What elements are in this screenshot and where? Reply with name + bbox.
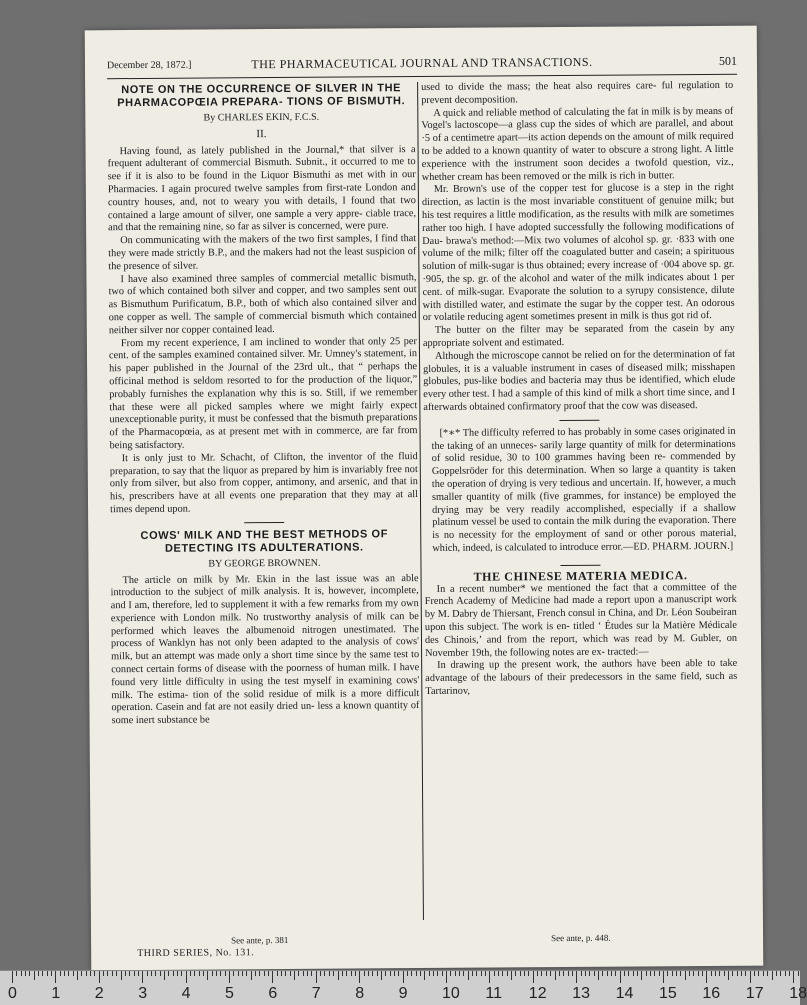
ruler-tick (64, 971, 65, 976)
ruler-tick (173, 971, 174, 976)
ruler-tick (411, 971, 412, 976)
ruler-tick (394, 971, 395, 976)
ruler-tick (637, 971, 638, 976)
ruler-tick (589, 971, 590, 976)
ruler-tick (576, 971, 577, 983)
ruler-tick (698, 971, 699, 976)
ruler-tick (641, 971, 642, 980)
ruler-tick (259, 971, 260, 976)
article-byline-brownen: BY GEORGE BROWNEN. (208, 557, 321, 570)
ruler-tick (398, 971, 399, 976)
ruler-number: 6 (268, 985, 278, 1002)
ruler-tick (268, 971, 269, 976)
article-part-number: II. (256, 127, 267, 140)
ruler-tick (763, 971, 764, 976)
ruler-tick (303, 971, 304, 976)
ruler-tick (147, 971, 148, 976)
ruler-number: 15 (659, 985, 677, 1002)
ruler-tick (281, 971, 282, 976)
ruler-tick (628, 971, 629, 976)
ruler-tick (546, 971, 547, 976)
ruler-tick (194, 971, 195, 976)
ruler-tick (238, 971, 239, 976)
ruler-tick (416, 971, 417, 976)
ruler-tick (338, 971, 339, 980)
article-title-chinese: THE CHINESE MATERIA MEDICA. (473, 567, 688, 584)
ruler-number: 16 (702, 985, 721, 1002)
ruler-number: 18 (789, 985, 807, 1002)
ruler-tick (134, 971, 135, 976)
editor-note (432, 426, 737, 556)
section-rule (559, 419, 599, 420)
ruler-tick (311, 971, 312, 976)
ruler-tick (572, 971, 573, 976)
ruler-tick (563, 971, 564, 976)
ruler-tick (667, 971, 668, 976)
ruler-tick (346, 971, 347, 976)
ruler-tick (186, 971, 187, 983)
ruler-tick (706, 971, 707, 983)
ruler-tick (385, 971, 386, 976)
ruler-tick (550, 971, 551, 976)
ruler-tick (351, 971, 352, 976)
ruler-tick (528, 971, 529, 976)
ruler-tick (16, 971, 17, 976)
ruler-number: 3 (138, 985, 148, 1002)
paragraph: used to divide the mass; the heat also requires care- ful regulation to prevent decomposition. (421, 79, 734, 106)
ruler-tick (420, 971, 421, 976)
ruler-tick (650, 971, 651, 976)
left-column (107, 82, 419, 728)
journal-page (85, 26, 764, 971)
ruler-tick (633, 971, 634, 976)
ruler-tick (776, 971, 777, 976)
ruler-tick (407, 971, 408, 976)
ruler-tick (342, 971, 343, 976)
ruler-tick (77, 971, 78, 980)
ruler-tick (307, 971, 308, 976)
ruler-tick (615, 971, 616, 976)
ruler-tick (34, 971, 35, 980)
ruler-tick (68, 971, 69, 976)
ruler-tick (502, 971, 503, 976)
ruler-tick (333, 971, 334, 976)
ruler-tick (121, 971, 122, 980)
ruler-tick (290, 971, 291, 976)
footnote-left: See ante, p. 381 (231, 934, 289, 946)
paragraph: I have also examined three samples of commercial metallic bismuth, two of which contained both silver and copper, and two samples sent out as Bismuthum Purificatum, B.P., both of which also contained silver and one copper as well. The sample of commercial bismuth which contained neither silver nor copper contained lead. (108, 271, 417, 336)
ruler-tick (255, 971, 256, 976)
ruler-tick (381, 971, 382, 980)
paragraph: In a recent number* we mentioned the fact that a committee of the French Academy of Medicine had made a report upon a manuscript work by M. Dabry de Thiersant, French consul in China, and Dr. Léon Soubeiran upon this subject. The work is en- titled ‘ Études sur la Matière Médicale des Chinois,’ and from the report, which was read by M. Gubler, on November 19th, the following notes are ex- tracted:— (424, 581, 738, 659)
paragraph: It is only just to Mr. Schacht, of Clifton, the inventor of the fluid preparation, to say that the liquor as prepared by him is invariably free not only from silver, but also from copper, antimony, and arsenic, and that in his, prescribers have at all events one preparation that they may at all times depend upon. (109, 450, 419, 516)
series-number: THIRD SERIES, No. 131. (137, 947, 255, 960)
ruler-tick (689, 971, 690, 976)
ruler-tick (168, 971, 169, 976)
ruler-tick (433, 971, 434, 976)
ruler-tick (754, 971, 755, 976)
ruler-tick (324, 971, 325, 976)
ruler-tick (468, 971, 469, 980)
ruler-tick (772, 971, 773, 980)
paragraph: In drawing up the present work, the authors have been able to take advantage of the labours of their predecessors in the same field, such as Tartarinov, (425, 658, 738, 698)
ruler-number: 8 (355, 985, 365, 1002)
ruler-tick (680, 971, 681, 976)
ruler-tick (99, 971, 100, 983)
ruler-tick (472, 971, 473, 976)
ruler-tick (94, 971, 95, 976)
ruler-tick (129, 971, 130, 976)
ruler-tick (355, 971, 356, 976)
ruler-tick (446, 971, 447, 983)
ruler-tick (429, 971, 430, 976)
paragraph: Although the microscope cannot be relied on for the determination of fat globules, it is a valuable instrument in cases of diseased milk; misshapen globules, pus-like bodies and bacteria may thus be identified, which elude every other test. I had a sample of this kind of milk a short time since, and I afterwards obtained confirmatory proof that the cow was diseased. (423, 348, 736, 413)
footnote-right: See ante, p. 448. (551, 932, 611, 944)
ruler-tick (663, 971, 664, 983)
measuring-ruler (0, 970, 807, 1005)
ruler-tick (207, 971, 208, 980)
ruler-tick (264, 971, 265, 976)
ruler-tick (611, 971, 612, 976)
ruler-tick (298, 971, 299, 976)
ruler-tick (793, 971, 794, 983)
ruler-tick (437, 971, 438, 976)
ruler-tick (489, 971, 490, 983)
ruler-tick (377, 971, 378, 976)
ruler-tick (732, 971, 733, 976)
ruler-tick (81, 971, 82, 976)
ruler-number: 11 (485, 985, 502, 1002)
ruler-tick (737, 971, 738, 976)
ruler-tick (654, 971, 655, 976)
ruler-tick (607, 971, 608, 976)
ruler-number: 0 (8, 985, 17, 1002)
ruler-tick (767, 971, 768, 976)
ruler-number: 7 (311, 985, 321, 1002)
ruler-tick (728, 971, 729, 980)
ruler-tick (693, 971, 694, 976)
ruler-tick (316, 971, 317, 983)
ruler-tick (155, 971, 156, 976)
ruler-tick (390, 971, 391, 976)
ruler-tick (116, 971, 117, 976)
ruler-tick (225, 971, 226, 976)
paragraph: On communicating with the makers of the two first samples, I find that they were made strictly B.P., and the makers had not the least suspicion of the presence of silver. (108, 233, 417, 272)
paragraph: A quick and reliable method of calculating the fat in milk is by means of Vogel's lactoscope—a glass cup the sides of which are parallel, and about ·5 of a centimetre apart—its action depends on the amount of milk required to be added to a known quantity of water to obscure a strong light. A little experience with the instrument soon decides a twofold question, viz., whether cream has been removed or the milk is rich in butter. (421, 105, 734, 183)
header-title: THE PHARMACEUTICAL JOURNAL AND TRANSACTIONS. (251, 54, 593, 72)
ruler-tick (90, 971, 91, 976)
ruler-tick (55, 971, 56, 983)
ruler-tick (181, 971, 182, 976)
ruler-tick (242, 971, 243, 976)
ruler-tick (602, 971, 603, 976)
ruler-tick (507, 971, 508, 976)
ruler-tick (789, 971, 790, 976)
ruler-tick (277, 971, 278, 976)
ruler-tick (359, 971, 360, 983)
ruler-tick (233, 971, 234, 976)
ruler-tick (724, 971, 725, 976)
ruler-tick (750, 971, 751, 983)
section-rule (244, 522, 284, 523)
ruler-tick (294, 971, 295, 980)
ruler-tick (702, 971, 703, 976)
ruler-tick (103, 971, 104, 976)
article-title-silver: NOTE ON THE OCCURRENCE OF SILVER IN THE PHARMACOPŒIA PREPARA- TIONS OF BISMUTH. (117, 82, 406, 110)
ruler-tick (246, 971, 247, 976)
ruler-number: 2 (94, 985, 104, 1002)
ruler-tick (38, 971, 39, 976)
ruler-tick (485, 971, 486, 976)
ruler-tick (272, 971, 273, 983)
ruler-tick (251, 971, 252, 980)
ruler-number: 5 (225, 985, 234, 1002)
ruler-tick (190, 971, 191, 976)
ruler-tick (203, 971, 204, 976)
ruler-tick (160, 971, 161, 976)
ruler-tick (285, 971, 286, 976)
ruler-tick (745, 971, 746, 976)
ruler-tick (138, 971, 139, 976)
ruler-tick (533, 971, 534, 983)
ruler-number: 1 (51, 985, 61, 1002)
page-number: 501 (718, 53, 738, 68)
ruler-tick (659, 971, 660, 976)
ruler-tick (151, 971, 152, 976)
ruler-tick (646, 971, 647, 976)
ruler-tick (515, 971, 516, 976)
ruler-tick (585, 971, 586, 976)
ruler-tick (21, 971, 22, 976)
ruler-tick (676, 971, 677, 976)
ruler-tick (455, 971, 456, 976)
article-title-milk: COWS' MILK AND THE BEST METHODS OF DETECTING ITS ADULTERATIONS. (140, 527, 389, 555)
ruler-tick (403, 971, 404, 983)
ruler-tick (372, 971, 373, 976)
ruler-tick (715, 971, 716, 976)
ruler-tick (537, 971, 538, 976)
ruler-tick (450, 971, 451, 976)
ruler-tick (511, 971, 512, 980)
ruler-tick (785, 971, 786, 976)
ruler-tick (51, 971, 52, 976)
ruler-number: 12 (528, 985, 547, 1002)
right-column (421, 80, 737, 699)
ruler-tick (47, 971, 48, 976)
ruler-tick (424, 971, 425, 980)
ruler-tick (329, 971, 330, 976)
ruler-tick (780, 971, 781, 976)
ruler-tick (42, 971, 43, 976)
ruler-tick (481, 971, 482, 976)
ruler-tick (672, 971, 673, 976)
running-header (107, 54, 737, 76)
ruler-tick (594, 971, 595, 976)
ruler-tick (212, 971, 213, 976)
ruler-tick (463, 971, 464, 976)
section-rule (560, 564, 600, 565)
ruler-tick (685, 971, 686, 980)
ruler-tick (25, 971, 26, 976)
paragraph: The article on milk by Mr. Ekin in the last issue was an able introduction to the subject of milk analysis. It is, however, incomplete, and I am, therefore, led to supplement it with a few remarks from my own experience with London milk. No trustworthy analysis of milk can be performed which leaves the albumenoid nitrogen unestimated. The process of Wanklyn has not only been adapted to the analysis of cows' milk, but an attempt was made only a short time since by the same test to connect certain forms of disease with the poorness of human milk. I have found very little difficulty in using the test myself in examining cows' milk. The estima- tion of the solid residue of milk is a more difficult operation. Casein and fat are not easily dried un- less a known quantity of some inert substance be (110, 572, 420, 727)
ruler-number: 14 (615, 985, 634, 1002)
paragraph: From my recent experience, I am inclined to wonder that only 25 per cent. of the samples examined contained silver. Mr. Umney's statement, in his paper published in the Journal of the 23rd ult., that “ perhaps the officinal method is seldom resorted to for the production of the liquor,” probably furnishes the explanation why this is so. Still, if we remember that these were all picked samples where we might fairly expect unexceptionable purity, it must be confessed that the bismuth preparations of the Pharmacopœia, as at present met with in commerce, are far from being satisfactory. (108, 335, 418, 452)
ruler-tick (86, 971, 87, 976)
ruler-tick (164, 971, 165, 980)
ruler-tick (568, 971, 569, 976)
ruler-tick (220, 971, 221, 976)
ruler-tick (459, 971, 460, 976)
ruler-tick (620, 971, 621, 983)
ruler-tick (559, 971, 560, 976)
ruler-number: 9 (398, 985, 408, 1002)
paragraph: The butter on the filter may be separated from the casein by any appropriate solvent and estimated. (422, 322, 735, 349)
article-byline-ekin: By CHARLES EKIN, F.C.S. (203, 111, 320, 124)
ruler-tick (741, 971, 742, 976)
ruler-tick (364, 971, 365, 976)
header-date: December 28, 1872.] (106, 59, 192, 72)
ruler-tick (598, 971, 599, 980)
ruler-tick (494, 971, 495, 976)
ruler-tick (581, 971, 582, 976)
ruler-tick (112, 971, 113, 976)
ruler-tick (73, 971, 74, 976)
paragraph: Having found, as lately published in the Journal,* that silver is a frequent adulterant of commercial Bismuth. Subnit., it occurred to me to see if it is also to be found in the Liquor Bismuthi as met with in our Pharmacies. I again procured twelve samples from first-rate London and country houses, and, not to weary you with details, I found that two contained a large amount of silver, one sample a very appre- ciable trace, and that the remaining nine, so far as silver is concerned, were pure. (107, 143, 417, 234)
ruler-tick (368, 971, 369, 976)
ruler-number: 17 (745, 985, 764, 1002)
ruler-tick (125, 971, 126, 976)
ruler-tick (107, 971, 108, 976)
ruler-tick (476, 971, 477, 976)
ruler-tick (320, 971, 321, 976)
ruler-tick (758, 971, 759, 976)
ruler-tick (229, 971, 230, 983)
ruler-tick (12, 971, 13, 983)
ruler-tick (624, 971, 625, 976)
ruler-tick (498, 971, 499, 976)
ruler-tick (711, 971, 712, 976)
ruler-tick (719, 971, 720, 976)
ruler-tick (555, 971, 556, 980)
ruler-tick (60, 971, 61, 976)
ruler-number: 10 (442, 985, 460, 1002)
editor-note-text: [*∗* The difficulty referred to has probably in some cases originated in the taking of an unneces- sarily large quantity of milk for determinations of solid residue, 30 to 100 grammes having been re- commended by Goppelsröder for this determination. When so large a quantity is taken the operation of drying is very tedious and uncertain. If, however, a much smaller quantity of milk (five grammes, for instance) be employed the drying may be very readily accomplished, especially if a shallow platinum vessel be used to contain the milk during the evaporation. There is no necessity for the employment of sand or other porous material, which, indeed, is calculated to introduce error.—ED. PHARM. JOURN.] (431, 425, 737, 554)
ruler-tick (524, 971, 525, 976)
ruler-tick (520, 971, 521, 976)
ruler-number: 4 (181, 985, 191, 1002)
ruler-tick (216, 971, 217, 976)
paragraph: Mr. Brown's use of the copper test for glucose is a step in the right direction, as lactin is the most invariable constituent of genuine milk; but his test requires a little modification, as the results with milk are sometimes rather too high. I have adopted successfully the following modifications of Dau- brawa's method:—Mix two volumes of alcohol sp. gr. ·833 with one volume of the milk; filter off the coagulated butter and casein; a spirituous solution of milk-sugar is thus obtained; every increase of ·004 above sp. gr. ·905, the sp. gr. of the alcohol and water of the milk indicates about 1 per cent. of milk-sugar. Evaporate the solution to a syrupy consistence, dilute with distilled water, and estimate the sugar by the copper test. An odorous or volatile reducing agent sometimes present in milk is thus got rid of. (421, 182, 735, 324)
ruler-tick (199, 971, 200, 976)
ruler-number: 13 (572, 985, 590, 1002)
ruler-tick (142, 971, 143, 983)
ruler-tick (541, 971, 542, 976)
ruler-tick (177, 971, 178, 976)
ruler-tick (29, 971, 30, 976)
ruler-tick (798, 971, 799, 976)
ruler-tick (442, 971, 443, 976)
